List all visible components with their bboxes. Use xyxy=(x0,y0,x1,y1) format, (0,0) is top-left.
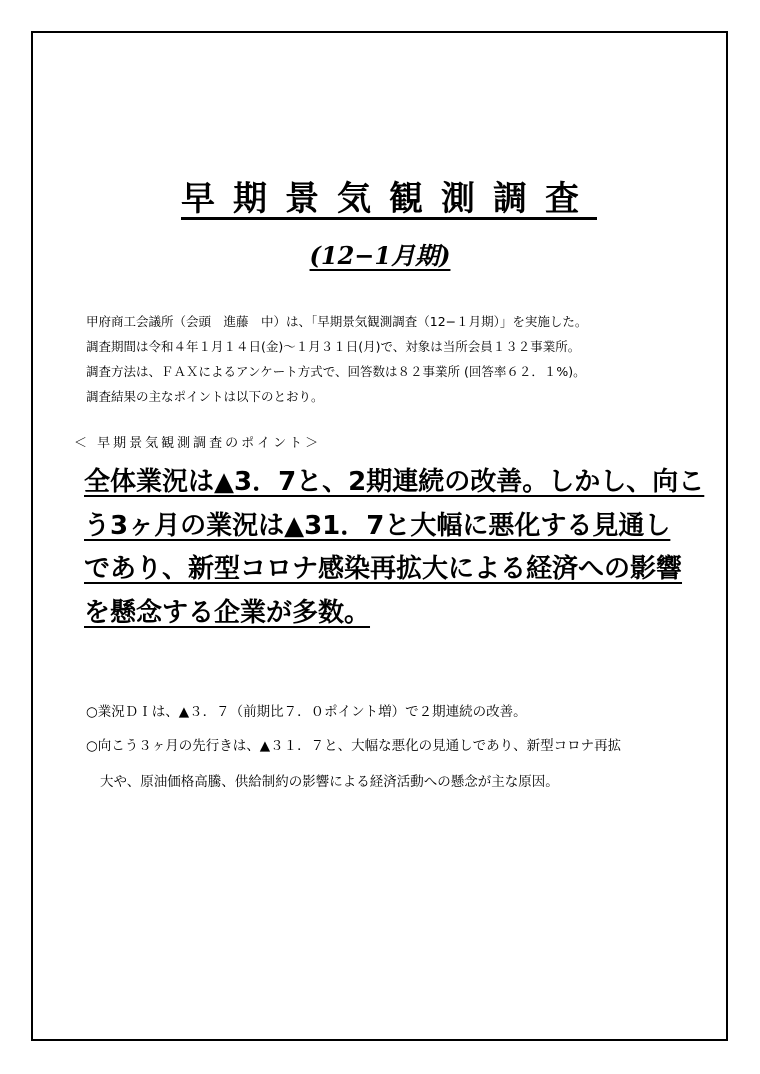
bullet-list xyxy=(86,697,716,797)
key-findings xyxy=(84,461,704,635)
document-subtitle: (12−1月期) xyxy=(309,241,451,270)
key-finding-line: であり、新型コロナ感染再拡大による経済への影響 xyxy=(84,554,683,584)
intro-line: 甲府商工会議所（会頭 進藤 中）は、「早期景気観測調査（12−１月期）」を実施した。 xyxy=(86,314,588,329)
bullet-item: ○向こう３ヶ月の先行きは、▲３１．７と、大幅な悪化の見通しであり、新型コロナ再拡 xyxy=(86,738,622,754)
bullet-item: ○業況ＤＩは、▲３．７（前期比７．０ポイント増）で２期連続の改善。 xyxy=(86,704,527,720)
intro-paragraph xyxy=(86,309,716,409)
intro-line: 調査結果の主なポイントは以下のとおり。 xyxy=(86,389,324,404)
intro-line: 調査期間は令和４年１月１４日(金)～１月３１日(月)で、対象は当所会員１３２事業所。 xyxy=(86,339,581,354)
document-title: 早期景気観測調査 xyxy=(181,179,597,219)
points-heading: ＜ 早期景気観測調査のポイント＞ xyxy=(74,436,322,451)
intro-line: 調査方法は、ＦＡＸによるアンケート方式で、回答数は８２事業所 (回答率６２．１%)。 xyxy=(86,364,586,379)
key-finding-line: う3ヶ月の業況は▲31．7と大幅に悪化する見通し xyxy=(84,510,671,541)
key-finding-line: を懸念する企業が多数。 xyxy=(84,597,371,628)
bullet-item-continuation: 大や、原油価格高騰、供給制約の影響による経済活動への懸念が主な原因。 xyxy=(100,774,559,790)
key-finding-line: 全体業況は▲3．7と、2期連続の改善。しかし、向こ xyxy=(84,467,705,497)
